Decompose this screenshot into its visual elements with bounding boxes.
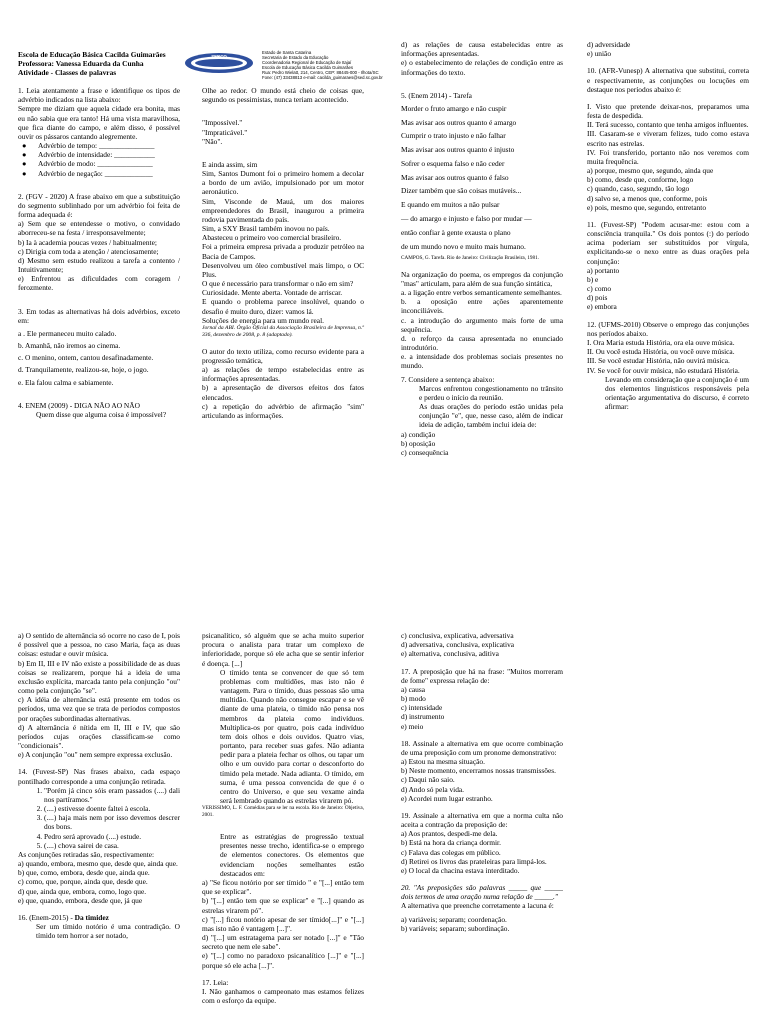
top-column-4 [587, 40, 749, 411]
option: d. o reforço da causa apresentada no enunciado introdutório. [401, 333, 563, 353]
option: e) A conjunção "ou" nem sempre expressa exclusão. [18, 750, 173, 760]
question-1-text: Sempre me diziam que aquela cidade era bonita, mas eu não sabia que era tanto! Há uma vista maravilhosa, que fica diante do campo, e além disso, é possível ouvir os pássaros cantando alegremente. [18, 104, 180, 141]
list-item: II. Terá sucesso, contanto que tenha amigos influentes. [587, 120, 749, 130]
option: e) "[...] como no paradoxo psicanalítico [...]" e "[...] porque só ele acha [...]". [202, 951, 364, 970]
poem-line: E quando em muitos a não pulsar [401, 200, 500, 210]
list-item: 3. (....) haja mais nem por isso devemos descrer dos bons. [44, 813, 180, 831]
paragraph: Desenvolveu um óleo combustível mais limpo, o OC Plus. [202, 260, 364, 279]
list-item: 2. (....) estivesse doente faltei à escola. [44, 804, 180, 813]
paragraph: Sim, a SXY Brasil também inovou no país. [202, 224, 330, 234]
option: a) Estou na mesma situação. [401, 757, 485, 767]
quote: "Impossível." [202, 118, 243, 128]
org-line: Fone: (47) 33438813 e-mail: cacilda_guimaraes@sed.sc.gov.br [262, 75, 383, 81]
poem-line: — do amargo e injusto e falso por mudar — [401, 213, 532, 223]
option: c) intensidade [401, 703, 443, 713]
bottom-column-1 [18, 631, 180, 941]
option: e) O local da chacina estava interditado. [401, 865, 520, 875]
option: c) quando, caso, segundo, tão logo [587, 184, 690, 194]
list-item: IV. Foi transferido, portanto não nos veremos com muita frequência. [587, 147, 749, 166]
list-item: II. Ou você estuda História, ou você ouve música. [587, 347, 735, 357]
question-12-intro: 12. (UFMS-2010) Observe o emprego das conjunções nos períodos abaixo. [587, 319, 749, 338]
option: b. a oposição entre ações aparentemente inconciliáveis. [401, 297, 563, 316]
question-5-text: Na organização do poema, os empregos da conjunção "mas" articulam, para além de sua função sintática, [401, 269, 563, 288]
option: a. a ligação entre verbos semanticamente semelhantes. [401, 288, 562, 298]
question-3-intro: 3. Em todas as alternativas há dois advérbios, exceto em: [18, 306, 180, 325]
option: a) variáveis; separam; coordenação. [401, 914, 507, 924]
option: c) A idéia de alternância está presente em todos os períodos, uma vez que se trata de períodos compostos por orações subordinadas alternativas. [18, 695, 180, 723]
question-1-intro: 1. Leia atentamente a frase e identifique os tipos de advérbio indicados na lista abaixo: [18, 86, 180, 105]
option: e) o estabelecimento de relações de condição entre as informações do texto. [401, 58, 563, 77]
option: c) a repetição do advérbio de afirmação "sim" articulando as informações. [202, 401, 364, 420]
option: a . Ele permaneceu muito calado. [18, 328, 117, 338]
question-14-text: As conjunções retiradas são, respectivamente: [18, 849, 155, 859]
list-item: ● Advérbio de tempo: _______________ [22, 141, 155, 151]
question-2-intro: 2. (FGV - 2020) A frase abaixo em que a substituição do segmento sublinhado por um advérbio foi feita de forma adequada é: [18, 191, 180, 220]
option: e) Enfrentou as dificuldades com coragem / ferozmente. [18, 274, 180, 293]
option: b) a apresentação de diversos efeitos dos fatos elencados. [202, 383, 364, 402]
option: a) porque, mesmo que, segundo, ainda que [587, 166, 714, 176]
option: c. O menino, ontem, cantou desafinadamente. [18, 353, 154, 363]
option: d) pois [587, 293, 608, 303]
paragraph: Curiosidade. Mente aberta. Vontade de arriscar. [202, 288, 343, 298]
source-citation: CAMPOS, G. Tarefa. Rio de Janeiro: Civilização Brasileira, 1981. [401, 255, 539, 262]
option: a) Aos prantos, despedi-me dela. [401, 829, 498, 839]
list-item: 4. Pedro será aprovado (....) estude. [44, 832, 180, 841]
poem-line: de um mundo novo e muito mais humano. [401, 241, 526, 251]
option: b) Está na hora da criança dormir. [401, 838, 501, 848]
option: a) as relações de tempo estabelecidas entre as informações apresentadas. [202, 365, 364, 384]
option: e) embora [587, 302, 617, 312]
option: d) adversativa, conclusiva, explicativa [401, 640, 515, 650]
question-18-intro: 18. Assinale a alternativa em que ocorre combinação de uma preposição com um pronome demonstrativo: [401, 738, 563, 757]
option: d) A alternância é nítida em II, III e IV, que são períodos cujas orações classificam-se como "condicionais". [18, 722, 180, 751]
activity-title: Atividade - Classes de palavras [18, 68, 117, 78]
question-7-text: Marcos enfrentou congestionamento no trânsito e perdeu o início da reunião. [419, 383, 563, 402]
option: b. Amanhã, não iremos ao cinema. [18, 341, 121, 351]
school-header [18, 50, 180, 78]
question-20-intro: 20. "As preposições são palavras _____ que _____ dois termos de uma oração numa relação de _____." [401, 883, 563, 902]
option: b) e [587, 274, 599, 284]
option: c) conclusiva, explicativa, adversativa [401, 631, 514, 640]
option: a) O sentido de alternância só ocorre no caso de I, pois é possível que a pessoa, no caso Maria, faça as duas coisas: estudar e ouvir música. [18, 631, 180, 659]
option: d) Mesmo sem estudo realizou a tarefa a contento / Intuitivamente; [18, 255, 180, 275]
option: e. Ela falou calma e sabiamente. [18, 377, 114, 387]
option: e) meio [401, 721, 424, 731]
list-item: 5. (....) chova sairei de casa. [44, 841, 180, 850]
option: c) como, que, porque, ainda que, desde que. [18, 877, 148, 887]
option: c) consequência [401, 447, 449, 457]
option: a) causa [401, 684, 426, 694]
logo-text: SERCO [211, 54, 227, 60]
question-7-intro: 7. Considere a sentença abaixo: [401, 374, 495, 384]
question-14-intro: 14. (Fuvest-SP) Nas frases abaixo, cada espaço pontilhado corresponde a uma conjunção retirada. [18, 767, 180, 786]
option: b) Neste momento, encerramos nossas transmissões. [401, 766, 556, 776]
quote: "Impraticável." [202, 127, 248, 137]
quote: "Não". [202, 136, 223, 146]
org-line: Estado de Santa Catarina [262, 50, 312, 55]
option: b) modo [401, 694, 426, 704]
option: a) condição [401, 429, 436, 439]
question-10-intro: 10. (AFR-Vunesp) A alternativa que substitui, correta e respectivamente, as conjunções ou locuções em destaque nos períodos abaixo é: [587, 66, 749, 94]
question-4-intro: 4. ENEM (2009) - DIGA NÃO AO NÃO [18, 400, 140, 410]
option: a) Sem que se entendesse o motivo, o convidado aborreceu-se na festa / irresponsavelmente; [18, 219, 180, 238]
option: c. a introdução do argumento mais forte de uma sequência. [401, 315, 563, 334]
serco-logo-icon [184, 52, 254, 74]
paragraph: psicanalítico, só alguém que se acha muito superior procura o analista para tratar um complexo de inferioridade, porque só ele acha que se sentir inferior é doença. [...] [202, 631, 364, 668]
option: e) alternativa, conclusiva, aditiva [401, 649, 499, 659]
option: b) que, como, embora, desde que, ainda que. [18, 868, 150, 878]
paragraph: Foi a primeira empresa privada a produzir petróleo na Bacia de Campos. [202, 242, 364, 261]
option: e) união [587, 49, 612, 59]
option: d) que, ainda que, embora, como, logo que. [18, 886, 147, 896]
option: d) as relações de causa estabelecidas entre as informações apresentadas. [401, 40, 563, 59]
poem-line: Mas avisar aos outros quanto é amargo [401, 117, 517, 127]
list-item: ● Advérbio de modo: _______________ [22, 159, 153, 169]
poem-line: Dizer também que são coisas mutáveis... [401, 186, 522, 196]
paragraph: E quando o problema parece insolúvel, quando o desafio é muito duro, dizer: vamos lá. [202, 297, 364, 316]
option: d) salvo se, a menos que, conforme, pois [587, 193, 708, 203]
question-19-intro: 19. Assinale a alternativa em que a norma culta não aceita a contração da preposição de: [401, 810, 563, 830]
list-item: 1. "Porém já cinco sóis eram passados (....) dali nos partíramos." [44, 786, 180, 804]
org-line: Coordenadoria Regional de Educação de Itajaí [262, 60, 352, 66]
question-16-intro: 16. (Enem-2015) - Da timidez [18, 912, 109, 922]
question-5-intro: 5. (Enem 2014) - Tarefa [401, 90, 472, 100]
poem-line: Cumprir o trato injusto e não falhar [401, 131, 506, 141]
poem-line: Morder o fruto amargo e não cuspir [401, 103, 507, 113]
option: d) adversidade [587, 40, 631, 49]
option: b) oposição [401, 438, 436, 448]
paragraph: O que é necessário para transformar o não em sim? [202, 279, 354, 289]
question-4-text: Quem disse que alguma coisa é impossível? [36, 409, 167, 419]
paragraph: Olhe ao redor. O mundo está cheio de coisas que, segundo os pessimistas, nunca teriam acontecido. [202, 86, 364, 105]
list-item: ● Advérbio de negação: _____________ [22, 168, 153, 178]
list-item: ● Advérbio de intensidade: ___________ [22, 150, 155, 160]
school-info [262, 50, 383, 80]
paragraph: Sim, Visconde de Mauá, um dos maiores empreendedores do Brasil, inaugurou a primeira rodovia pavimentada do país. [202, 196, 364, 224]
top-column-2 [202, 86, 364, 420]
option: a) quando, embora, mesmo que, desde que, ainda que. [18, 859, 178, 869]
numbered-list [18, 786, 180, 850]
option: d. Tranquilamente, realizou-se, hoje, o jogo. [18, 365, 149, 375]
org-line: Rua: Pedro Wielatt, 214, Centro, CEP: 88445-000 - Ilhota/SC [262, 70, 379, 76]
paragraph: E ainda assim, sim [202, 159, 258, 169]
list-item: I. Visto que pretende deixar-nos, preparamos uma festa de despedida. [587, 101, 749, 121]
list-item: IV. Se você for ouvir música, não estudará História. [587, 365, 740, 375]
option: e) pois, mesmo que, segundo, entretanto [587, 202, 707, 212]
paragraph: O tímido tenta se convencer de que só tem problemas com multidões, mas isto não é vantagem. Para o tímido, duas pessoas são uma multidão. Quando não consegue escapar e se vê diante de uma plateia, o tímido não pensa nos membros da plateia como indivíduos. Multiplica-os por quatro, pois cada indivíduo tem dois olhos e dois ouvidos. Quatro vias, portanto, para receber suas gafes. Não adianta pedir para a plateia fechar os olhos, ou tapar um olho e um ouvido para cortar o desconforto do tímido pela metade. Nada adianta. O tímido, em suma, é uma pessoa convencida de que é o centro do Universo, e que seu vexame ainda será lembrado quando as estrelas virarem pó. [220, 667, 364, 806]
teacher-name: Professora: Vanessa Eduarda da Cunha [18, 59, 144, 69]
source-citation: Jornal da ABI. Órgão Oficial da Associação Brasileira de Imprensa, n.º 336, dezembro de 2008, p. 8 (adaptado). [202, 324, 364, 338]
option: b) Em II, III e IV não existe a possibilidade de as duas coisas se realizarem, porque há a ideia de uma exclusão explícita, marcada tanto pela conjunção "ou" como pela conjunção "se". [18, 658, 180, 696]
question-16-text: Ser um tímido notório é uma contradição. O tímido tem horror a ser notado, [36, 922, 180, 941]
option: e) que, quando, embora, desde que, já que [18, 895, 143, 905]
option: c) Falava das colegas em público. [401, 847, 501, 857]
org-line: Secretaria de Estado da Educação [262, 55, 329, 61]
option: b) Ia à academia poucas vezes / habitualmente; [18, 237, 157, 247]
paragraph: Abasteceu o primeiro voo comercial brasileiro. [202, 233, 342, 243]
poem [401, 104, 563, 251]
top-column-1 [18, 86, 180, 419]
question-20-text: A alternativa que preenche corretamente a lacuna é: [401, 901, 554, 911]
option: b) como, desde que, conforme, logo [587, 175, 694, 185]
list-item: III. Casaram-se e viveram felizes, tudo como estava escrito nas estrelas. [587, 129, 749, 148]
org-line: Escola de Educação Básica Cacilda Guimarães [262, 65, 353, 71]
poem-line: Mas avisar aos outros quanto é falso [401, 172, 509, 182]
option: d) Retirei os livros das prateleiras para limpá-los. [401, 856, 547, 866]
option: c) "[...] ficou notório apesar de ser tímido[...]" e "[...] mas isto não é vantagem [...]". [202, 914, 364, 933]
list-item: III. Se você estudar História, não ouvirá música. [587, 356, 730, 366]
school-name: Escola de Educação Básica Cacilda Guimarães [18, 50, 166, 59]
poem-line: Mas avisar aos outros quanto é injusto [401, 145, 515, 155]
bottom-column-3 [401, 631, 563, 933]
question-11-intro: 11. (Fuvest-SP) "Podem acusar-me: estou com a consciência tranquila." Os dois pontos (:) do período acima poderiam ser substituídos por vírgula, explicitando-se o nexo entre as duas orações pela conjunção: [587, 219, 749, 266]
option: a) "Se ficou notório por ser tímido " e "[...] então tem que se explicar". [202, 878, 364, 897]
top-column-3 [401, 40, 563, 457]
option: c) Daqui não saio. [401, 775, 455, 785]
paragraph: Sim, Santos Dumont foi o primeiro homem a decolar a bordo de um avião, impulsionado por um motor aeronáutico. [202, 169, 364, 197]
option: c) Dirigia com toda a atenção / atenciosamente; [18, 246, 159, 256]
option: b) "[...] então tem que se explicar" e "[...] quando as estrelas virarem pó". [202, 896, 364, 915]
poem-line: Sofrer o esquema falso e não ceder [401, 158, 505, 168]
paragraph: Entre as estratégias de progressão textual presentes nesse trecho, identifica-se o emprego de elementos conectores. Os elementos que evidenciam noções semelhantes estão destacados em: [220, 832, 364, 878]
question-17-intro: 17. Leia: [202, 977, 229, 987]
option: e) Acordei num lugar estranho. [401, 793, 493, 803]
list-item: I. Ora Maria estuda História, ora ela ouve música. [587, 337, 735, 347]
question-7-text: As duas orações do período estão unidas pela conjunção "e", que, nesse caso, além de indicar ideia de adição, também inclui ideia de: [419, 402, 563, 430]
source-citation: VERISSIMO, L. F. Comédias para se ler na escola. Rio de Janeiro: Objetiva, 2001. [202, 805, 364, 818]
question-12-text: Levando em consideração que a conjunção é um dos elementos linguísticos responsáveis pela orientação argumentativa do discurso, é correto afirmar: [605, 374, 749, 412]
option: e. a intensidade dos problemas sociais presentes no mundo. [401, 352, 563, 371]
option: c) como [587, 284, 612, 294]
question-17-text: I. Não ganhamos o campeonato mas estamos felizes com o esforço da equipe. [202, 986, 364, 1006]
option: b) variáveis; separam; subordinação. [401, 923, 510, 933]
paragraph: O autor do texto utiliza, como recurso evidente para a progressão temática, [202, 346, 364, 365]
option: d) "[...] um estratagema para ser notado [...]" e "Tão secreto que nem ele sabe". [202, 933, 364, 952]
question-17b-intro: 17. A preposição que há na frase: "Muitos morreram de fome" expressa relação de: [401, 666, 563, 685]
option: d) instrumento [401, 712, 445, 722]
paragraph: Soluções de energia para um mundo real. [202, 315, 324, 325]
option: d) Ando só pela vida. [401, 784, 465, 794]
poem-line: então confiar à gente exausta o plano [401, 227, 511, 237]
option: a) portanto [587, 265, 620, 275]
bottom-column-2 [202, 631, 364, 1005]
question-16-title: Da timidez [74, 912, 109, 922]
